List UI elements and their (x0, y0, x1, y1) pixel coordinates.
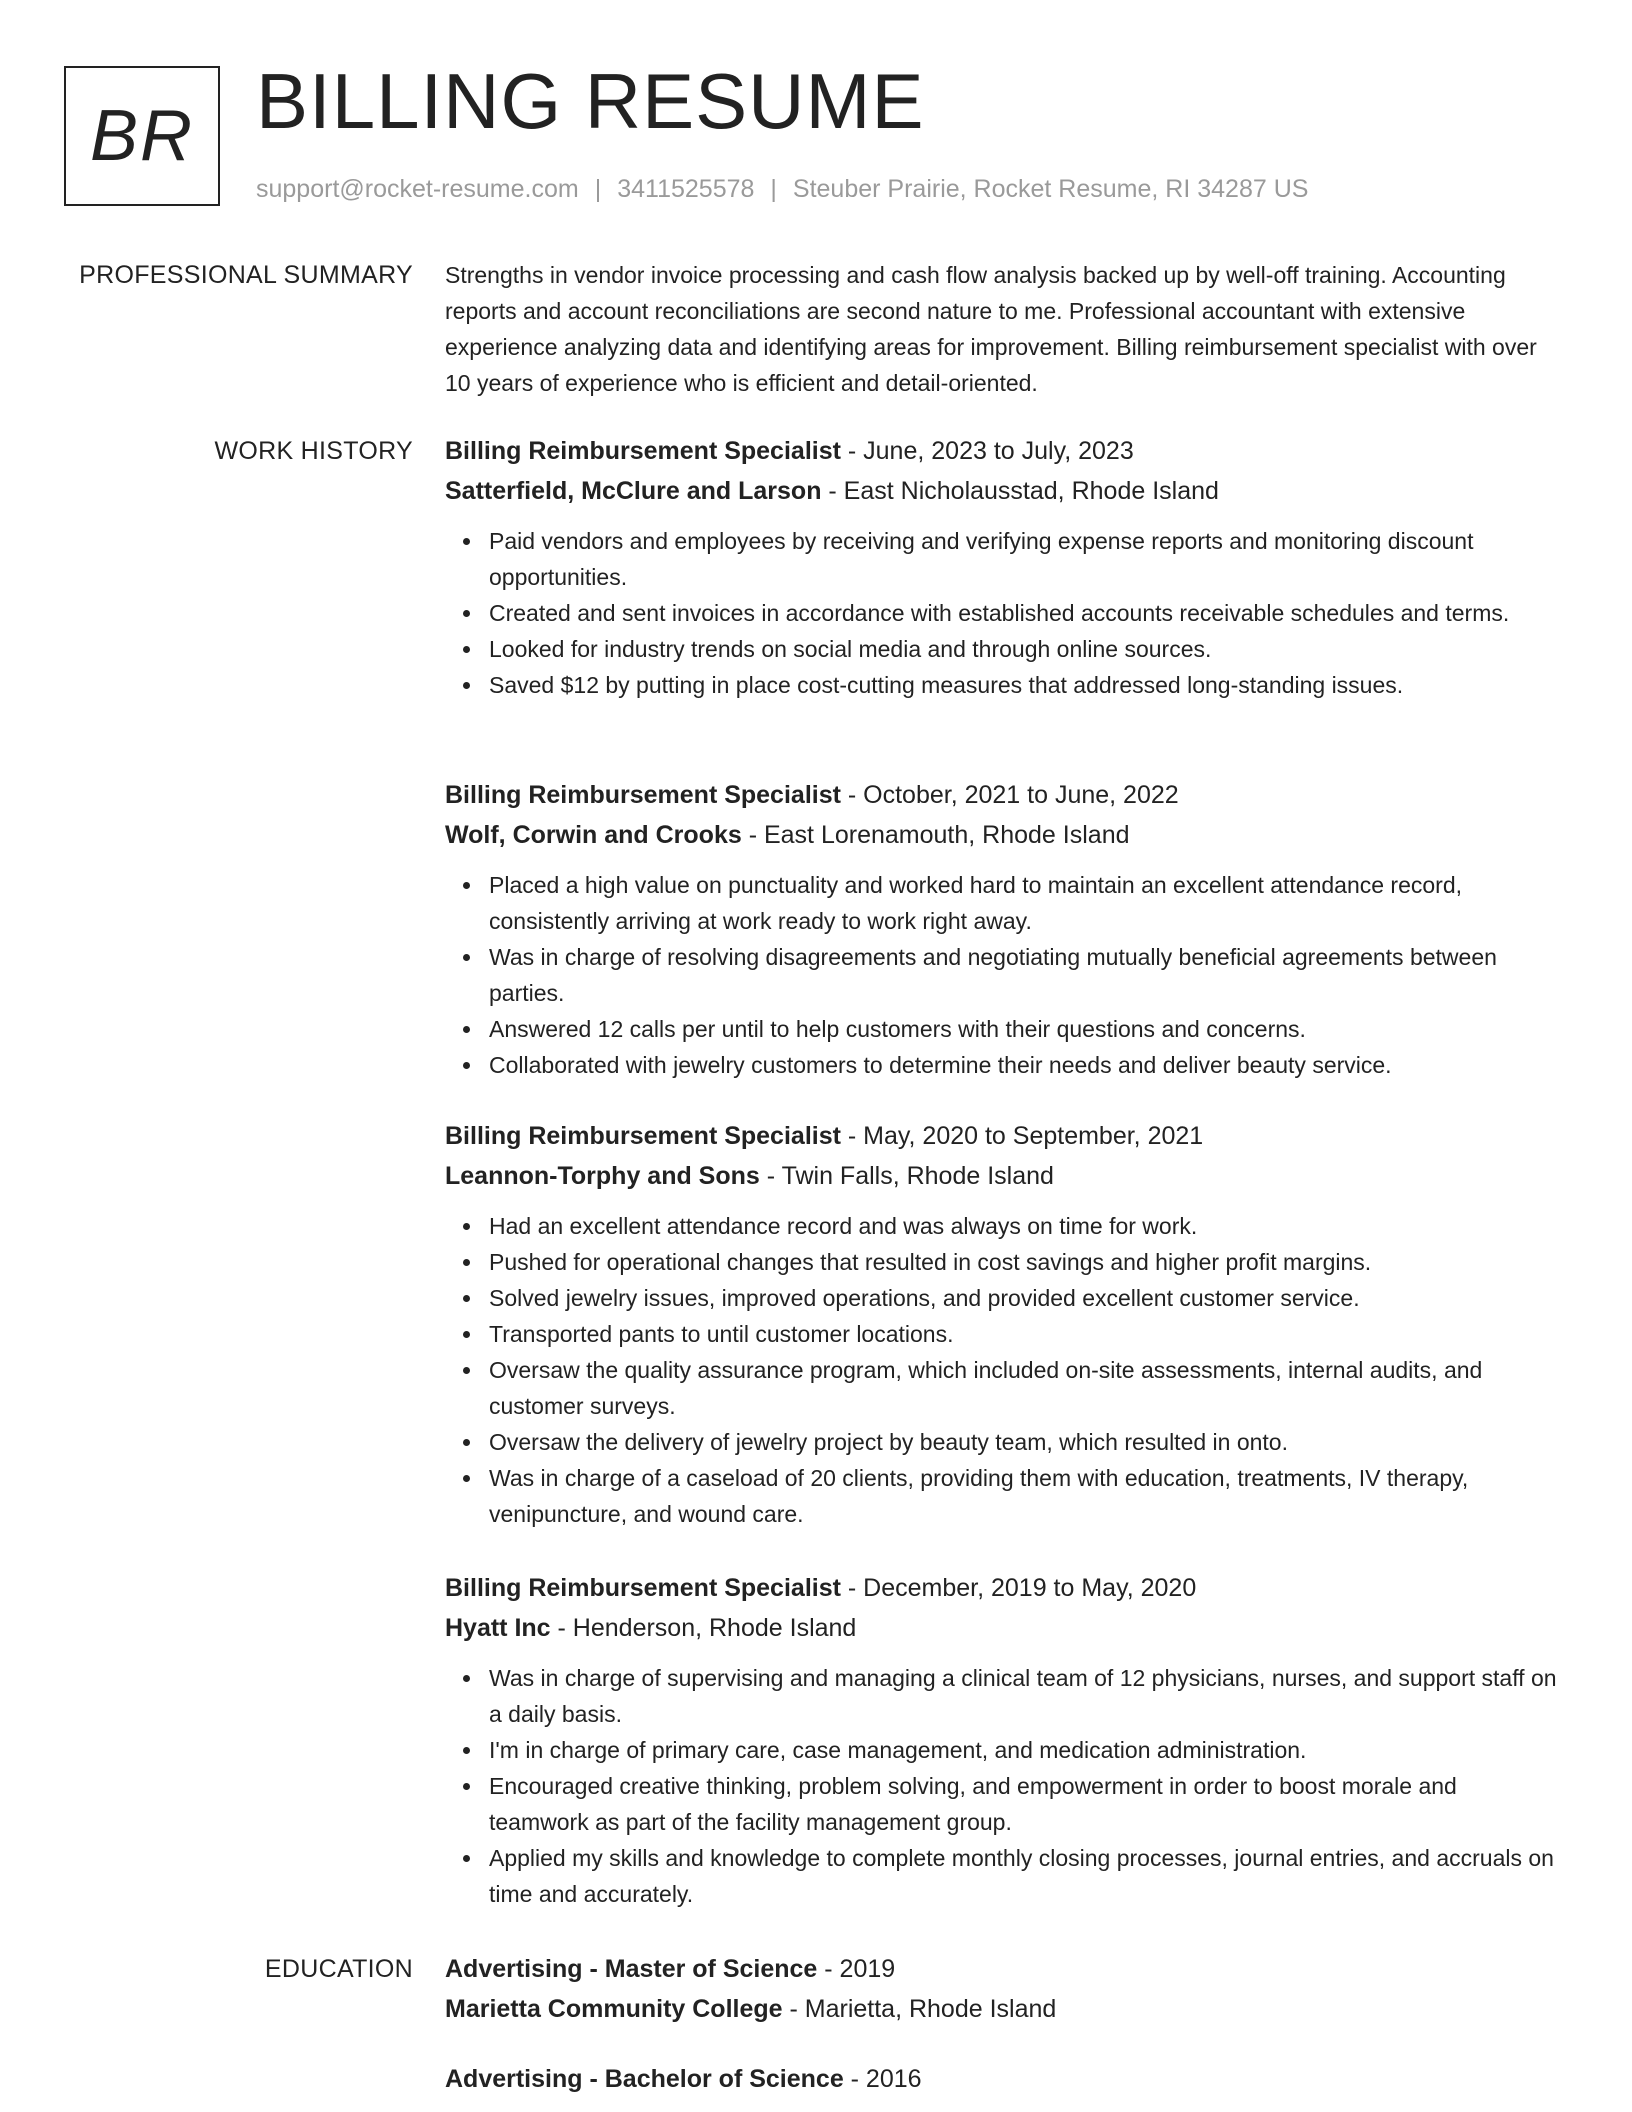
education-entry (445, 2061, 1560, 2097)
education-heading: EDUCATION (264, 1955, 413, 1983)
job-bullet: Placed a high value on punctuality and worked hard to maintain an excellent attendance record, consistently arriving at work ready to work right away. (489, 867, 1560, 939)
job-dates: - June, 2023 to July, 2023 (840, 437, 1134, 465)
contact-address: Steuber Prairie, Rocket Resume, RI 34287 US (792, 175, 1309, 203)
job-entry (445, 1570, 1560, 1912)
job-company-line (445, 817, 1560, 853)
job-bullet: Created and sent invoices in accordance with established accounts receivable schedules and terms. (489, 595, 1560, 631)
job-bullet: Encouraged creative thinking, problem solving, and empowerment in order to boost morale and teamwork as part of the facility management group. (489, 1768, 1560, 1840)
job-bullet: Pushed for operational changes that resulted in cost savings and higher profit margins. (489, 1244, 1560, 1280)
job-bullets (445, 1208, 1560, 1532)
contact-phone: 3411525578 (617, 175, 755, 203)
job-bullet: Saved $12 by putting in place cost-cutting measures that addressed long-standing issues. (489, 667, 1560, 703)
job-bullets (445, 867, 1560, 1083)
job-title-line (445, 777, 1560, 813)
education-location: - Marietta, Rhode Island (782, 1995, 1057, 2023)
education-degree-line (445, 2061, 1560, 2097)
job-location: - East Nicholausstad, Rhode Island (821, 477, 1219, 505)
summary-heading: PROFESSIONAL SUMMARY (79, 261, 413, 289)
job-company: Leannon-Torphy and Sons (445, 1162, 760, 1190)
job-title: Billing Reimbursement Specialist (445, 1574, 841, 1602)
work-history-heading: WORK HISTORY (214, 437, 413, 465)
contact-separator: | (594, 175, 602, 203)
contact-line (256, 174, 1308, 204)
summary-text: Strengths in vendor invoice processing and cash flow analysis backed up by well-off training. Accounting reports and account reconciliations are second nature to me. Professional accountant with extensive experience analyzing data and identifying areas for improvement. Billing reimbursement specialist with over 10 years of experience who is efficient and detail-oriented. (445, 262, 1537, 396)
job-dates: - December, 2019 to May, 2020 (840, 1574, 1197, 1602)
job-dates: - May, 2020 to September, 2021 (840, 1122, 1204, 1150)
monogram-text: BR (89, 96, 195, 176)
job-bullet: Was in charge of resolving disagreements and negotiating mutually beneficial agreements between parties. (489, 939, 1560, 1011)
job-company-line (445, 1610, 1560, 1646)
education-entry (445, 1951, 1560, 2027)
education-school-line (445, 1991, 1560, 2027)
job-title: Billing Reimbursement Specialist (445, 437, 841, 465)
job-title-line (445, 1118, 1560, 1154)
resume-title: BILLING RESUME (256, 57, 925, 145)
education-year: - 2016 (843, 2065, 922, 2093)
job-bullet: Answered 12 calls per until to help customers with their questions and concerns. (489, 1011, 1560, 1047)
job-bullet: Collaborated with jewelry customers to determine their needs and deliver beauty service. (489, 1047, 1560, 1083)
job-entry (445, 777, 1560, 1083)
job-company: Wolf, Corwin and Crooks (445, 821, 742, 849)
job-bullet: Was in charge of a caseload of 20 clients, providing them with education, treatments, IV therapy, venipuncture, and wound care. (489, 1460, 1560, 1532)
job-bullets (445, 1660, 1560, 1912)
job-bullet: Was in charge of supervising and managing a clinical team of 12 physicians, nurses, and support staff on a daily basis. (489, 1660, 1560, 1732)
job-bullet: Had an excellent attendance record and was always on time for work. (489, 1208, 1560, 1244)
job-title-line (445, 433, 1560, 469)
job-location: - Twin Falls, Rhode Island (759, 1162, 1054, 1190)
monogram-box (64, 66, 220, 206)
education-year: - 2019 (817, 1955, 896, 1983)
job-bullets (445, 523, 1560, 703)
job-dates: - October, 2021 to June, 2022 (840, 781, 1179, 809)
education-degree-line (445, 1951, 1560, 1987)
education-degree: Advertising - Bachelor of Science (445, 2065, 844, 2093)
job-bullet: Oversaw the quality assurance program, which included on-site assessments, internal audits, and customer surveys. (489, 1352, 1560, 1424)
contact-separator: | (770, 175, 777, 203)
job-title-line (445, 1570, 1560, 1606)
job-bullet: Paid vendors and employees by receiving and verifying expense reports and monitoring discount opportunities. (489, 523, 1560, 595)
job-company-line (445, 1158, 1560, 1194)
job-company: Hyatt Inc (445, 1614, 551, 1642)
summary-body (445, 257, 1560, 401)
job-entry (445, 1118, 1560, 1532)
job-company: Satterfield, McClure and Larson (445, 477, 822, 505)
job-bullet: Looked for industry trends on social media and through online sources. (489, 631, 1560, 667)
education-degree: Advertising - Master of Science (445, 1955, 818, 1983)
job-bullet: I'm in charge of primary care, case management, and medication administration. (489, 1732, 1560, 1768)
job-company-line (445, 473, 1560, 509)
job-bullet: Transported pants to until customer locations. (489, 1316, 1560, 1352)
job-bullet: Solved jewelry issues, improved operations, and provided excellent customer service. (489, 1280, 1560, 1316)
job-title: Billing Reimbursement Specialist (445, 781, 841, 809)
education-school: Marietta Community College (445, 1995, 783, 2023)
job-location: - Henderson, Rhode Island (550, 1614, 857, 1642)
job-location: - East Lorenamouth, Rhode Island (741, 821, 1130, 849)
job-bullet: Oversaw the delivery of jewelry project by beauty team, which resulted in onto. (489, 1424, 1560, 1460)
contact-email: support@rocket-resume.com (256, 175, 579, 203)
job-bullet: Applied my skills and knowledge to complete monthly closing processes, journal entries, and accruals on time and accurately. (489, 1840, 1560, 1912)
job-title: Billing Reimbursement Specialist (445, 1122, 841, 1150)
job-entry (445, 433, 1560, 703)
